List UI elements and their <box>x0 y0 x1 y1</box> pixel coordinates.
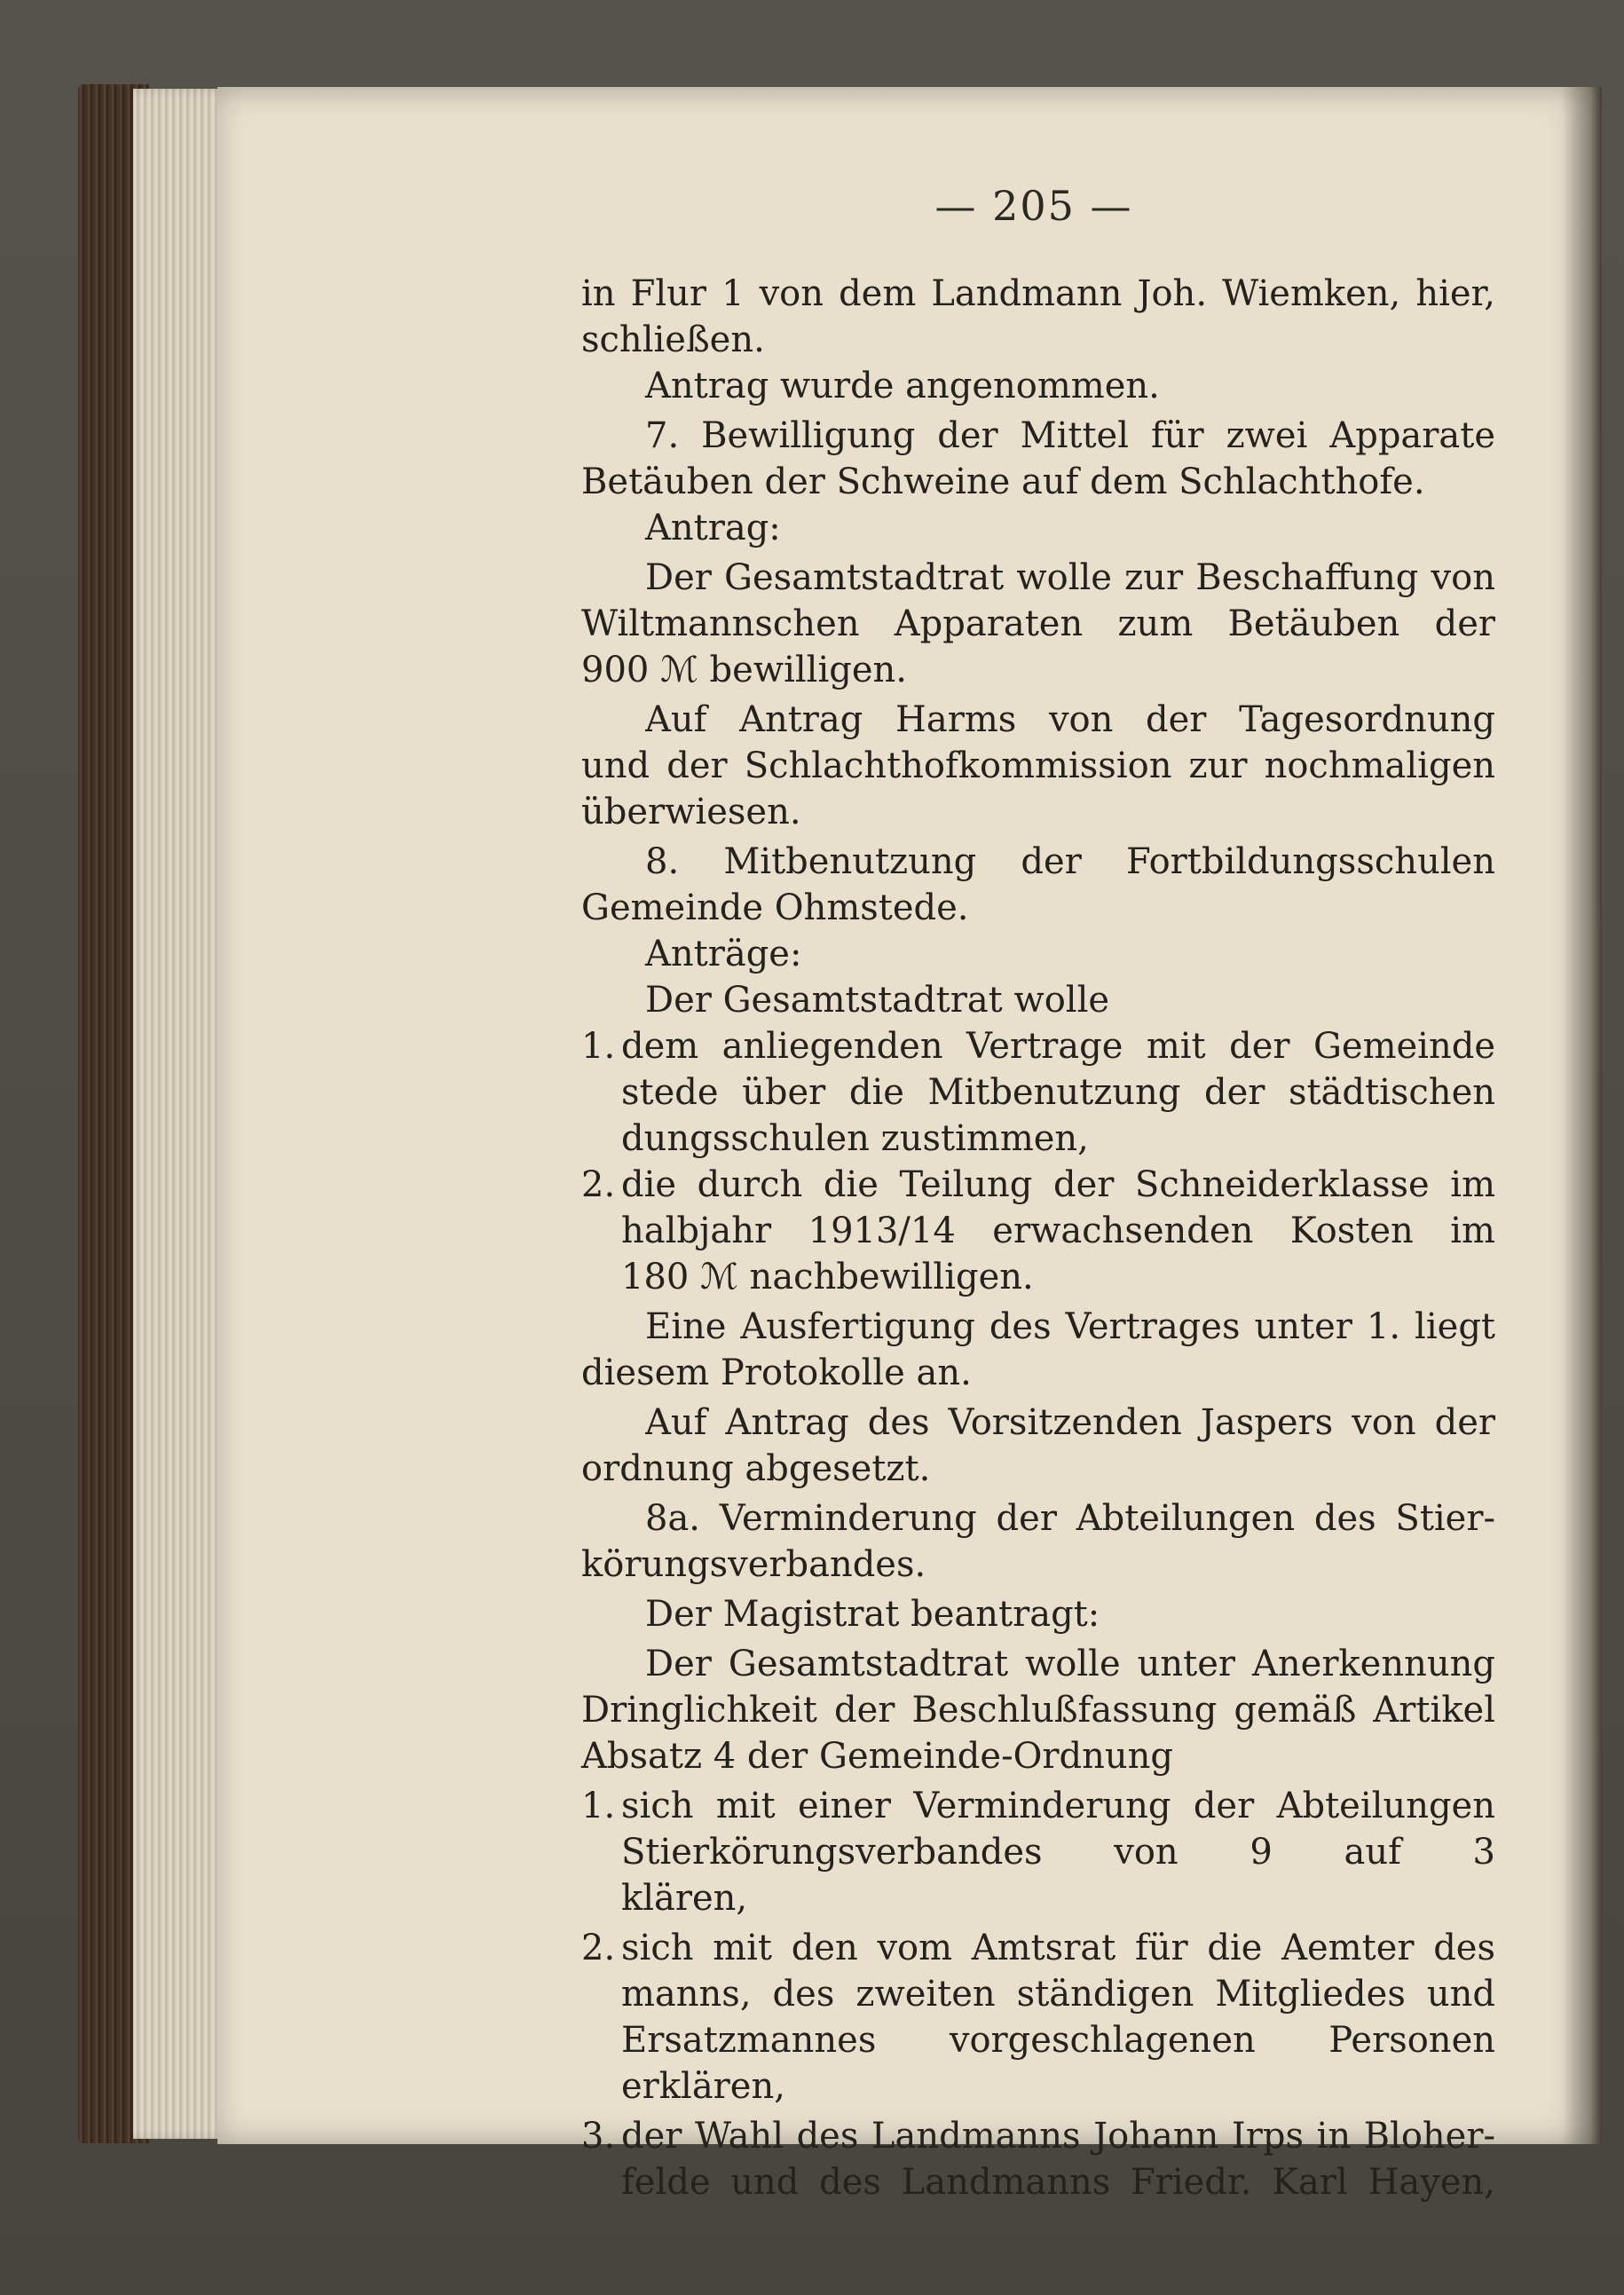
text-line: 180 ℳ nachbewilligen. <box>621 1257 1034 1297</box>
text-line: in Flur 1 von dem Landmann Joh. Wiemken, hier, <box>581 273 1495 314</box>
text-line: Der Magistrat beantragt: <box>645 1594 1100 1635</box>
text-line: Wiltmannschen Apparaten zum Betäuben der <box>581 603 1495 644</box>
text-line: Der Gesamtstadtrat wolle zur Beschaffung von <box>645 557 1495 598</box>
text-line: Der Gesamtstadtrat wolle unter Anerkennung <box>645 1644 1495 1684</box>
text-line: 900 ℳ bewilligen. <box>581 650 907 690</box>
text-line: felde und des Landmanns Friedr. Karl Hayen, <box>621 2162 1495 2203</box>
page-gutter-shadow <box>1562 87 1602 2144</box>
text-line: diesem Protokolle an. <box>581 1353 972 1393</box>
text-line: Antrag: <box>645 508 781 548</box>
page-number: — 205 — <box>934 182 1133 230</box>
list-number: 2. <box>581 1164 616 1205</box>
text-line: erklären, <box>621 2066 785 2107</box>
text-line: dungsschulen zustimmen, <box>621 1118 1089 1159</box>
text-line: sich mit den vom Amtsrat für die Aemter des <box>621 1928 1495 1968</box>
text-line: 8a. Verminderung der Abteilungen des Stier- <box>645 1498 1495 1539</box>
text-line: Dringlichkeit der Beschlußfassung gemäß Artikel <box>581 1690 1495 1731</box>
text-line: Gemeinde Ohmstede. <box>581 887 969 928</box>
text-line: Antrag wurde angenommen. <box>645 366 1160 406</box>
text-line: Stierkörungsverbandes von 9 auf 3 <box>621 1832 1495 1873</box>
text-line: Ersatzmannes vorgeschlagenen Personen <box>621 2020 1495 2061</box>
text-line: 7. Bewilligung der Mittel für zwei Apparate <box>645 415 1495 456</box>
text-line: Anträge: <box>645 934 802 974</box>
text-line: Der Gesamtstadtrat wolle <box>645 980 1110 1021</box>
text-line: Auf Antrag Harms von der Tagesordnung <box>645 699 1495 740</box>
text-line: und der Schlachthofkommission zur nochmaligen <box>581 745 1495 786</box>
list-number: 3. <box>581 2116 616 2157</box>
text-line: ordnung abgesetzt. <box>581 1448 931 1489</box>
text-line: Betäuben der Schweine auf dem Schlachthofe. <box>581 461 1425 502</box>
text-line: die durch die Teilung der Schneiderklasse im <box>621 1164 1495 1205</box>
text-line: Auf Antrag des Vorsitzenden Jaspers von der <box>645 1402 1495 1443</box>
text-line: halbjahr 1913/14 erwachsenden Kosten im <box>621 1211 1495 1251</box>
text-line: der Wahl des Landmanns Johann Irps in Bloher- <box>621 2116 1495 2157</box>
text-line: sich mit einer Verminderung der Abteilungen <box>621 1786 1495 1826</box>
list-number: 1. <box>581 1026 616 1067</box>
text-line: Eine Ausfertigung des Vertrages unter 1. liegt <box>645 1306 1495 1347</box>
text-line: Absatz 4 der Gemeinde-Ordnung <box>581 1736 1173 1777</box>
list-number: 1. <box>581 1786 616 1826</box>
list-number: 2. <box>581 1928 616 1968</box>
text-line: körungsverbandes. <box>581 1544 926 1585</box>
text-line: manns, des zweiten ständigen Mitgliedes und <box>621 1974 1495 2015</box>
text-line: schließen. <box>581 319 765 360</box>
text-line: überwiesen. <box>581 792 801 832</box>
text-line: dem anliegenden Vertrage mit der Gemeinde <box>621 1026 1495 1067</box>
text-line: klären, <box>621 1878 748 1919</box>
text-line: stede über die Mitbenutzung der städtischen <box>621 1072 1495 1113</box>
text-line: 8. Mitbenutzung der Fortbildungsschulen <box>645 841 1495 882</box>
